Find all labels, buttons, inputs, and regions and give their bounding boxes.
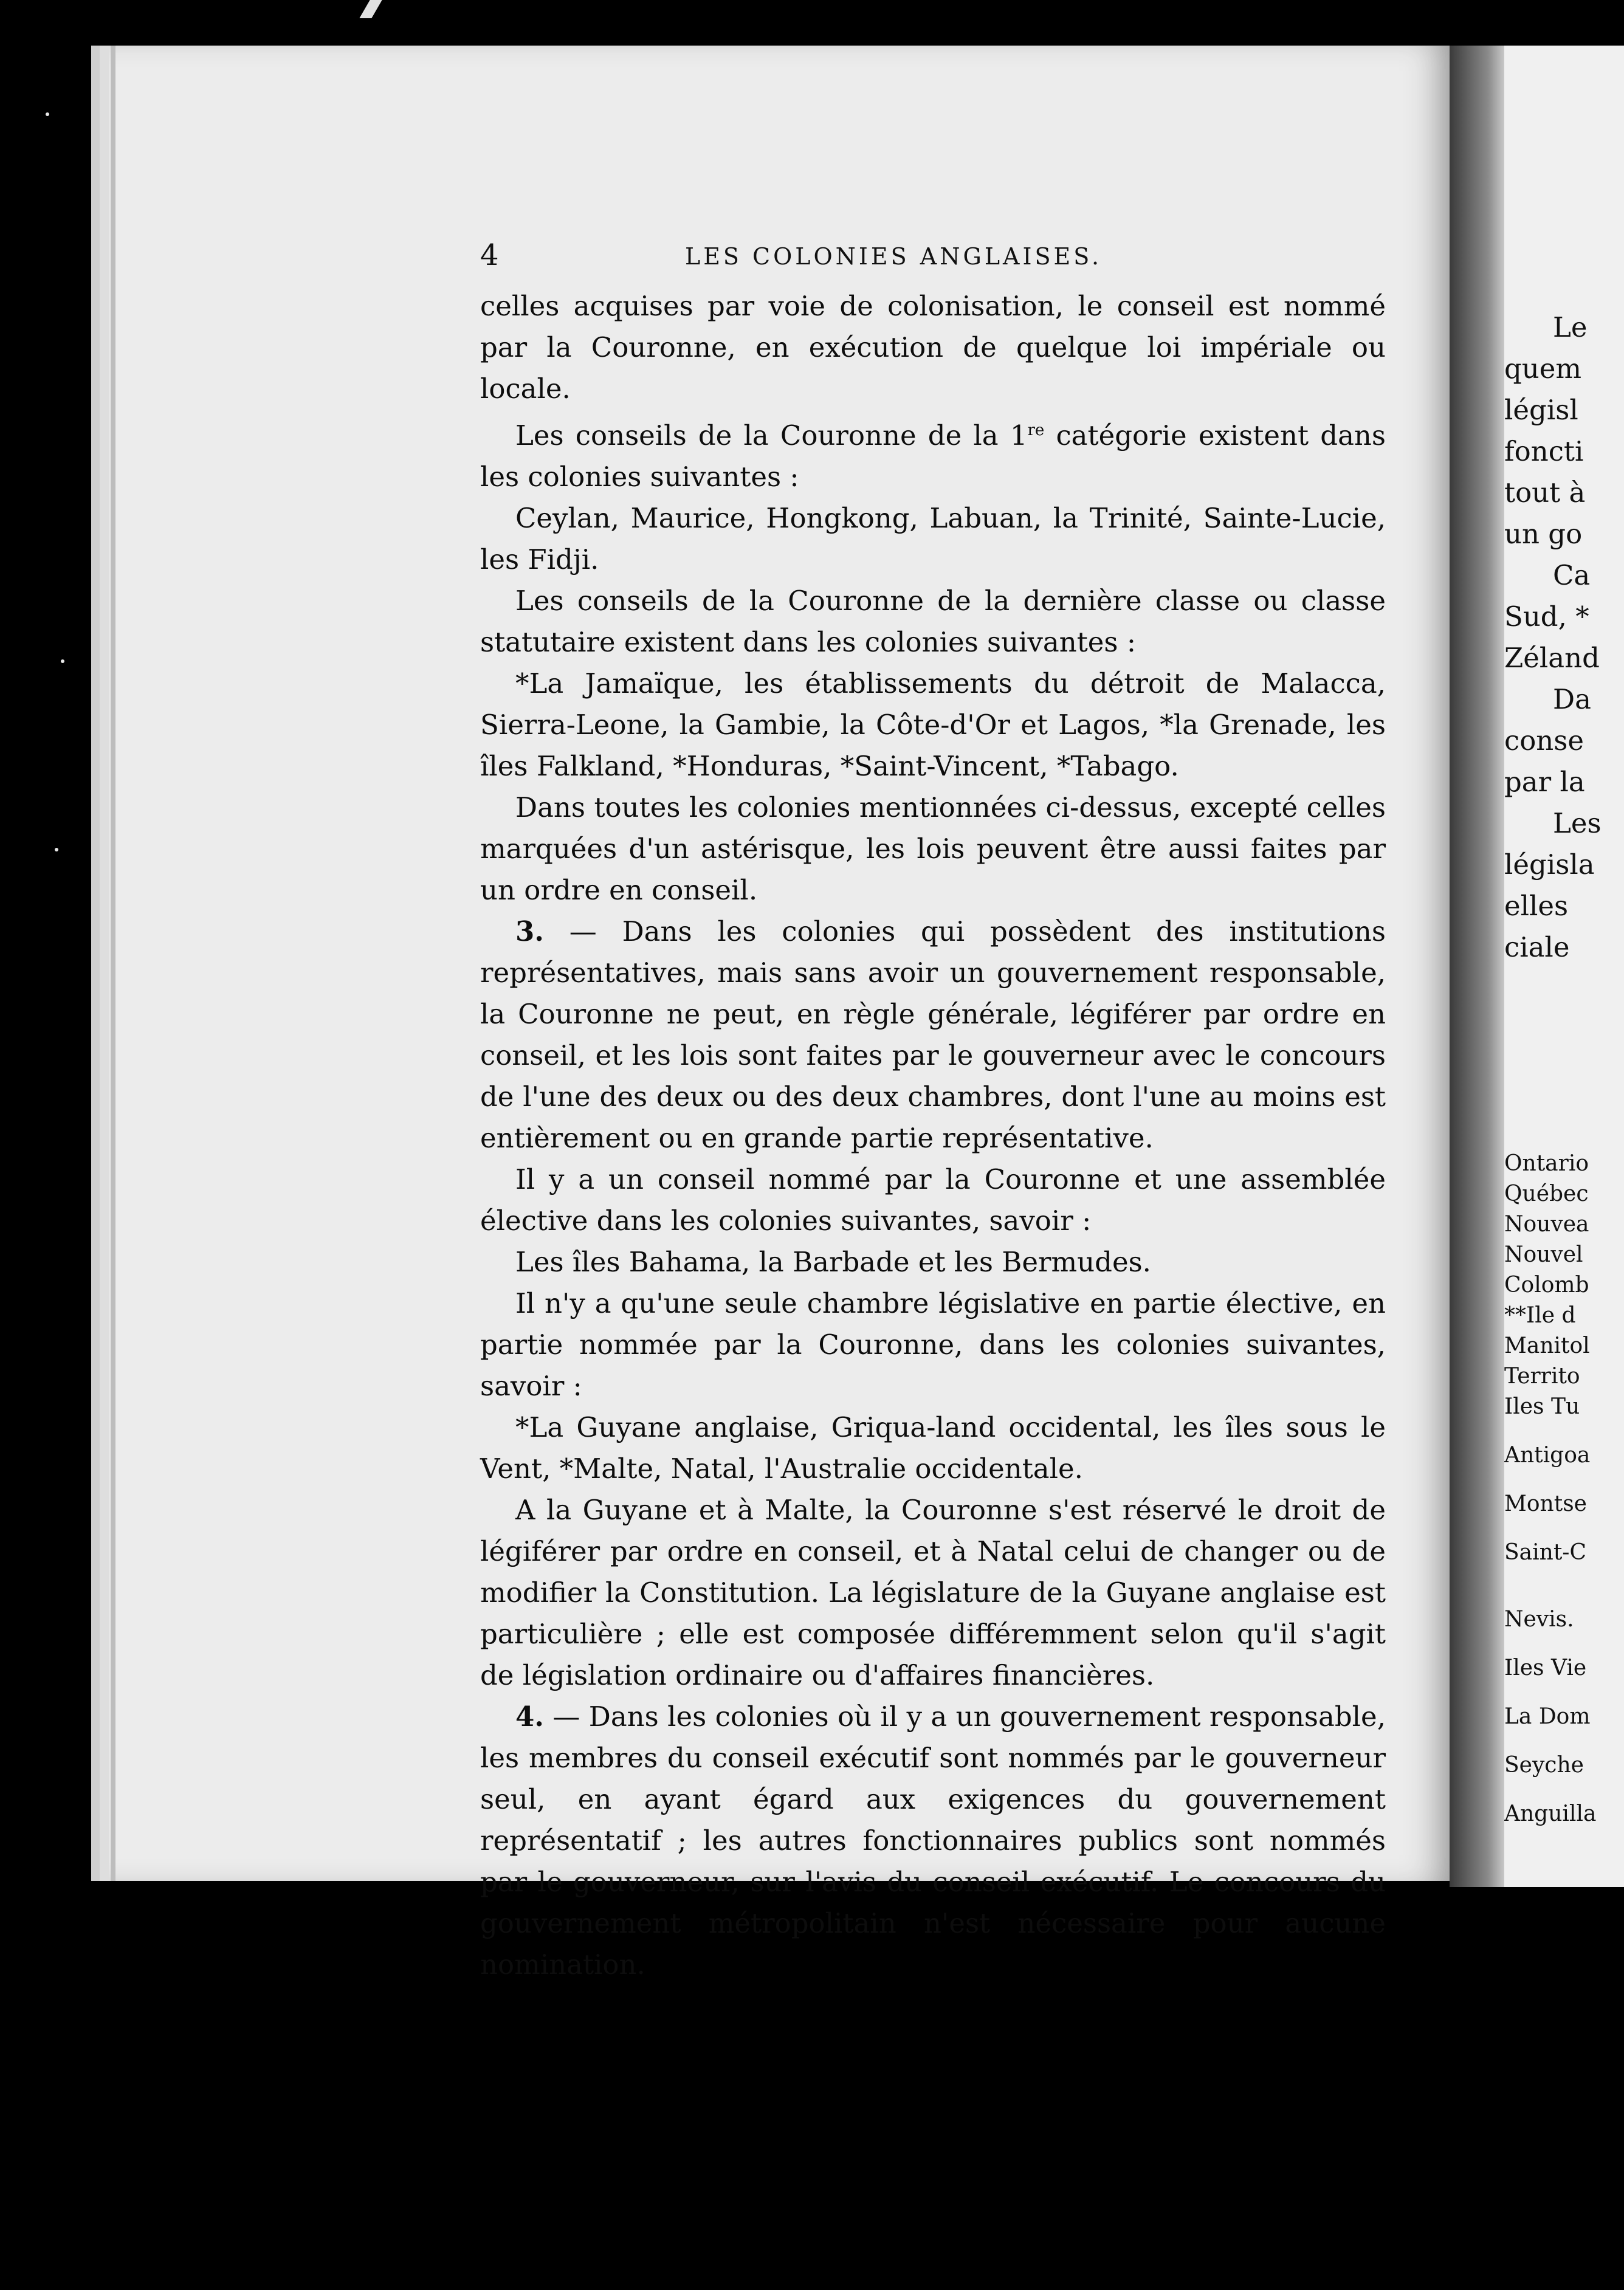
scan-speck [61, 659, 64, 663]
list-item: Ontario [1504, 1151, 1589, 1176]
page-header [389, 238, 1398, 275]
list-item: Nouvea [1504, 1212, 1589, 1237]
paragraph: Les conseils de la Couronne de la dernière classe ou classe statutaire existent dans les colonies suivantes : [480, 585, 1386, 658]
paragraph: A la Guyane et à Malte, la Couronne s'est réservé le droit de légiférer par ordre en conseil, et à Natal celui de changer ou de modifier la Constitution. La législature de la Guyane anglaise est particulière ; elle est composée différemment selon qu'il s'agit de législation ordinaire ou d'affaires financières. [480, 1494, 1386, 1691]
list-item: Iles Vie [1504, 1656, 1587, 1680]
text-line: ciale [1504, 931, 1570, 963]
colony-list: *La Guyane anglaise, Griqua-land occidental, les îles sous le Vent, *Malte, Natal, l'Australie occidentale. [480, 1411, 1386, 1485]
paragraph: Dans toutes les colonies mentionnées ci-dessus, excepté celles marquées d'un astérisque, les lois peuvent être aussi faites par un ordre en conseil. [480, 791, 1386, 906]
paragraph: celles acquises par voie de colonisation, le conseil est nommé par la Couronne, en exécution de quelque loi impériale ou locale. [480, 290, 1386, 405]
section-number: 4. [515, 1700, 544, 1733]
adjacent-page [1504, 46, 1624, 1887]
text-line: Sud, * [1504, 600, 1589, 633]
list-item: Manitol [1504, 1333, 1590, 1358]
list-item: Montse [1504, 1491, 1587, 1516]
scan-speck [55, 848, 58, 851]
paragraph: Il n'y a qu'une seule chambre législative en partie élective, en partie nommée par la Couronne, dans les colonies suivantes, savoir : [480, 1287, 1386, 1402]
colony-list: Les îles Bahama, la Barbade et les Bermudes. [515, 1246, 1151, 1278]
list-item: Seyche [1504, 1753, 1584, 1778]
scan-speck [359, 0, 382, 18]
list-item: Anguilla [1504, 1801, 1597, 1826]
text-line: Le [1553, 311, 1588, 343]
paragraph: Les conseils de la Couronne de la 1re catégorie existent dans les colonies suivantes : [480, 419, 1386, 493]
body-text [480, 286, 1386, 1986]
colony-list: *La Jamaïque, les établissements du détroit de Malacca, Sierra-Leone, la Gambie, la Côte-d'Or et Lagos, *la Grenade, les îles Falkland, *Honduras, *Saint-Vincent, *Tabago. [480, 667, 1386, 782]
text-line: par la [1504, 766, 1585, 798]
text-line: quem [1504, 352, 1582, 385]
section-3: 3. — Dans les colonies qui possèdent des institutions représentatives, mais sans avoir un gouvernement responsable, la Couronne ne peut, en règle générale, légiférer par ordre en conseil, et les lois sont faites par le gouverneur avec le concours de l'une des deux ou des deux chambres, dont l'une au moins est entièrement ou en grande partie représentative. [480, 915, 1386, 1154]
text-line: Ca [1553, 559, 1591, 591]
text-line: conse [1504, 724, 1584, 757]
list-item: Territo [1504, 1364, 1580, 1389]
page-number: 4 [480, 238, 499, 272]
list-item: Québec [1504, 1181, 1589, 1206]
book-gutter [1450, 46, 1504, 1887]
text-line: un go [1504, 518, 1583, 550]
section-4: 4. — Dans les colonies où il y a un gouvernement responsable, les membres du conseil exécutif sont nommés par le gouverneur seul, en ayant égard aux exigences du gouvernement représentatif ; les autres fonctionnaires publics sont nommés par le gouverneur, sur l'avis du conseil exécutif. Le concours du gouvernement métropolitain n'est nécessaire pour aucune nomination. [480, 1700, 1386, 1981]
list-item: La Dom [1504, 1704, 1591, 1729]
list-item: Nevis. [1504, 1607, 1574, 1632]
adjacent-page-text [1504, 307, 1624, 968]
list-item: Colomb [1504, 1273, 1589, 1298]
colony-list: Ceylan, Maurice, Hongkong, Labuan, la Trinité, Sainte-Lucie, les Fidji. [480, 502, 1386, 576]
text-line: elles [1504, 890, 1569, 922]
paragraph: Il y a un conseil nommé par la Couronne et une assemblée élective dans les colonies suivantes, savoir : [480, 1163, 1386, 1237]
scan-speck [46, 112, 49, 116]
list-item: Iles Tu [1504, 1394, 1580, 1419]
list-item: Saint-C [1504, 1540, 1586, 1565]
text-line: Zéland [1504, 642, 1600, 674]
text-line: Da [1553, 683, 1591, 715]
list-item: Antigoa [1504, 1443, 1591, 1468]
text-line: législ [1504, 394, 1578, 426]
list-item: **Ile d [1504, 1303, 1576, 1328]
text-line: législa [1504, 848, 1595, 881]
section-number: 3. [515, 915, 544, 947]
running-title: LES COLONIES ANGLAISES. [684, 243, 1103, 270]
text-line: Les [1553, 807, 1602, 839]
text-line: foncti [1504, 435, 1584, 467]
text-line: tout à [1504, 476, 1586, 509]
adjacent-page-list [1504, 1149, 1624, 1829]
list-item: Nouvel [1504, 1242, 1583, 1267]
